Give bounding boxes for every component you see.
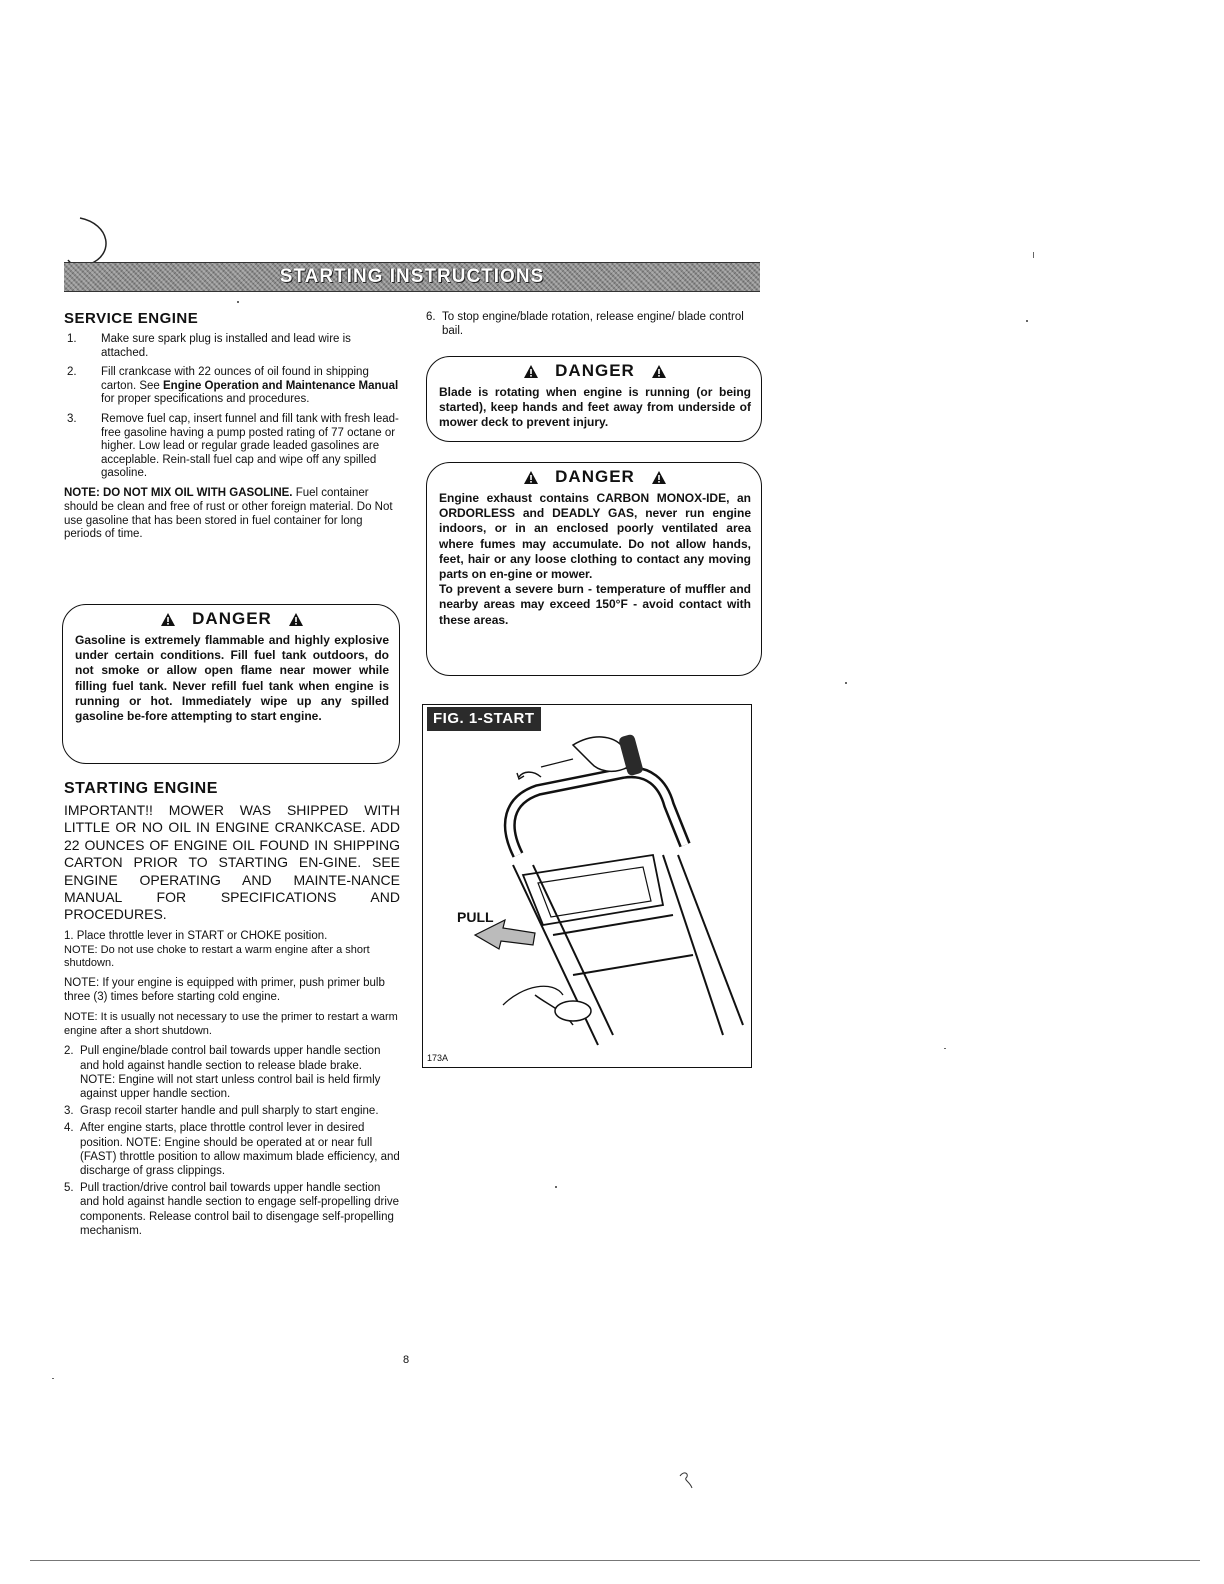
item-text: Remove fuel cap, insert funnel and fill tank with fresh lead-free gasoline having a pump posted rating of 77 octane or higher. Low lead or regular grade leaded gasolines are acceplable. Rein-stall fuel cap and wipe off any spilled gasoline.: [101, 412, 399, 480]
danger-text: Gasoline is extremely flammable and highly explosive under certain conditions. Fill fuel tank outdoors, do not smoke or allow open flame near mower while filling fuel tank. Never refill fuel tank when engine is running or hot. Immediately wipe up any spilled gasoline be-fore attempting to start engine.: [75, 633, 389, 724]
item-number: 3.: [67, 412, 77, 425]
warning-triangle-icon: [651, 470, 667, 485]
item-text: for proper specifications and procedures.: [101, 393, 310, 406]
danger-text-2: To prevent a severe burn - temperature of muffler and nearby areas may exceed 150°F - avoid contact with these areas.: [439, 582, 751, 627]
danger-title: DANGER: [555, 467, 635, 486]
scan-speck: [944, 1048, 946, 1049]
step-1: 1. Place throttle lever in START or CHOKE position.: [64, 929, 328, 942]
scan-speck: [1026, 320, 1028, 322]
important-notice: IMPORTANT!! MOWER WAS SHIPPED WITH LITTLE OR NO OIL IN ENGINE CRANKCASE. ADD 22 OUNCES OF ENGINE OIL FOUND IN SHIPPING CARTON PRIOR TO STARTING EN-GINE. SEE ENGINE OPERATING AND MAINTE-NANCE MANUAL FOR SPECIFICATIONS AND PROCEDURES.: [64, 802, 400, 923]
danger-title: DANGER: [555, 361, 635, 380]
starting-engine-section: [64, 780, 400, 1241]
figure-code: 173A: [427, 1053, 449, 1063]
item-text: Fill crankcase with 22 ounces of oil found in shipping carton. See: [101, 366, 369, 392]
starting-steps-list: [64, 1044, 400, 1238]
figure-tag: FIG. 1-START: [427, 707, 541, 731]
warning-triangle-icon: [651, 364, 667, 379]
item-text: After engine starts, place throttle control lever in desired position. NOTE: Engine should be operated at or near full (FAST) throttle position to allow maximum blade efficiency, and discharge of grass clippings.: [80, 1122, 400, 1178]
list-item: [64, 1181, 400, 1238]
page-number: 8: [403, 1354, 410, 1366]
section-header-band: [64, 262, 760, 292]
list-item: [64, 333, 400, 360]
pull-label: PULL: [457, 909, 494, 925]
warning-triangle-icon: [160, 612, 176, 627]
danger-heading: [439, 467, 751, 487]
step-1-note: NOTE: Do not use choke to restart a warm engine after a short shutdown.: [64, 943, 370, 970]
item-number: 4.: [64, 1122, 74, 1135]
scan-speck: [52, 1378, 54, 1379]
service-engine-heading: SERVICE ENGINE: [64, 310, 199, 327]
item-number: 1.: [67, 333, 77, 345]
scan-speck: [1033, 252, 1034, 258]
scan-speck: [845, 682, 847, 684]
starting-engine-heading: STARTING ENGINE: [64, 780, 218, 797]
scan-speck: [237, 301, 239, 303]
warning-triangle-icon: [523, 364, 539, 379]
note-text: Fuel container should be clean and free of rust or other foreign material. Do Not use gasoline that has been stored in fuel container for long periods of time.: [64, 486, 393, 541]
fuel-note: [64, 487, 400, 542]
danger-box-gasoline: [62, 604, 400, 764]
item-number: 5.: [64, 1182, 74, 1195]
service-engine-list: [64, 333, 400, 481]
item-number: 6.: [426, 311, 436, 323]
item-text-bold: Engine Operation and Maintenance Manual: [163, 379, 399, 392]
list-item: [64, 1044, 400, 1101]
page-bottom-rule: [30, 1560, 1200, 1561]
item-text: To stop engine/blade rotation, release engine/ blade control bail.: [442, 311, 744, 338]
item-text: Grasp recoil starter handle and pull sharply to start engine.: [80, 1105, 379, 1118]
mower-handle-illustration: [423, 705, 750, 1066]
list-item: [64, 1104, 400, 1118]
item-number: 3.: [64, 1105, 74, 1118]
list-item: [64, 1121, 400, 1178]
item-number: 2.: [64, 1045, 74, 1058]
item-text: Pull traction/drive control bail towards upper handle section and hold against handle section to engage self-propelling drive components. Release control bail to disengage self-propelling mechanism.: [80, 1182, 400, 1237]
warning-triangle-icon: [523, 470, 539, 485]
danger-title: DANGER: [192, 609, 272, 628]
danger-text: Blade is rotating when engine is running (or being started), keep hands and feet away from underside of mower deck to prevent injury.: [439, 385, 751, 430]
service-engine-section: [64, 310, 400, 548]
danger-heading: [75, 609, 389, 629]
scan-speck: [555, 1186, 557, 1188]
primer-note: NOTE: If your engine is equipped with primer, push primer bulb three (3) times before starting cold engine.: [64, 977, 385, 1004]
figure-start: [422, 704, 752, 1068]
step-6: [426, 310, 760, 341]
danger-text: Engine exhaust contains CARBON MONOX-IDE, an ORDORLESS and DEADLY GAS, never run engine indoors, or in an enclosed poorly ventilated area where fumes may accumulate. Do not allow hands, feet, hair or any loose clothing to contact any moving parts on en-gine or mower.: [439, 491, 751, 582]
item-number: 2.: [67, 366, 77, 379]
list-item: [426, 310, 760, 338]
danger-box-blade: [426, 356, 762, 442]
primer-note-2: NOTE: It is usually not necessary to use the primer to restart a warm engine after a short shutdown.: [64, 1010, 398, 1037]
item-text: Pull engine/blade control bail towards upper handle section and hold against handle section to release blade brake. NOTE: Engine will not start unless control bail is held firmly against upper handle section.: [80, 1045, 381, 1101]
section-title: STARTING INSTRUCTIONS: [279, 266, 545, 287]
warning-triangle-icon: [288, 612, 304, 627]
danger-box-exhaust: [426, 462, 762, 676]
list-item: [64, 413, 400, 481]
danger-heading: [439, 361, 751, 381]
list-item: [64, 366, 400, 407]
note-label: NOTE: DO NOT MIX OIL WITH GASOLINE.: [64, 486, 293, 499]
scan-mark: [676, 1468, 698, 1494]
item-text: Make sure spark plug is installed and lead wire is attached.: [101, 333, 351, 359]
